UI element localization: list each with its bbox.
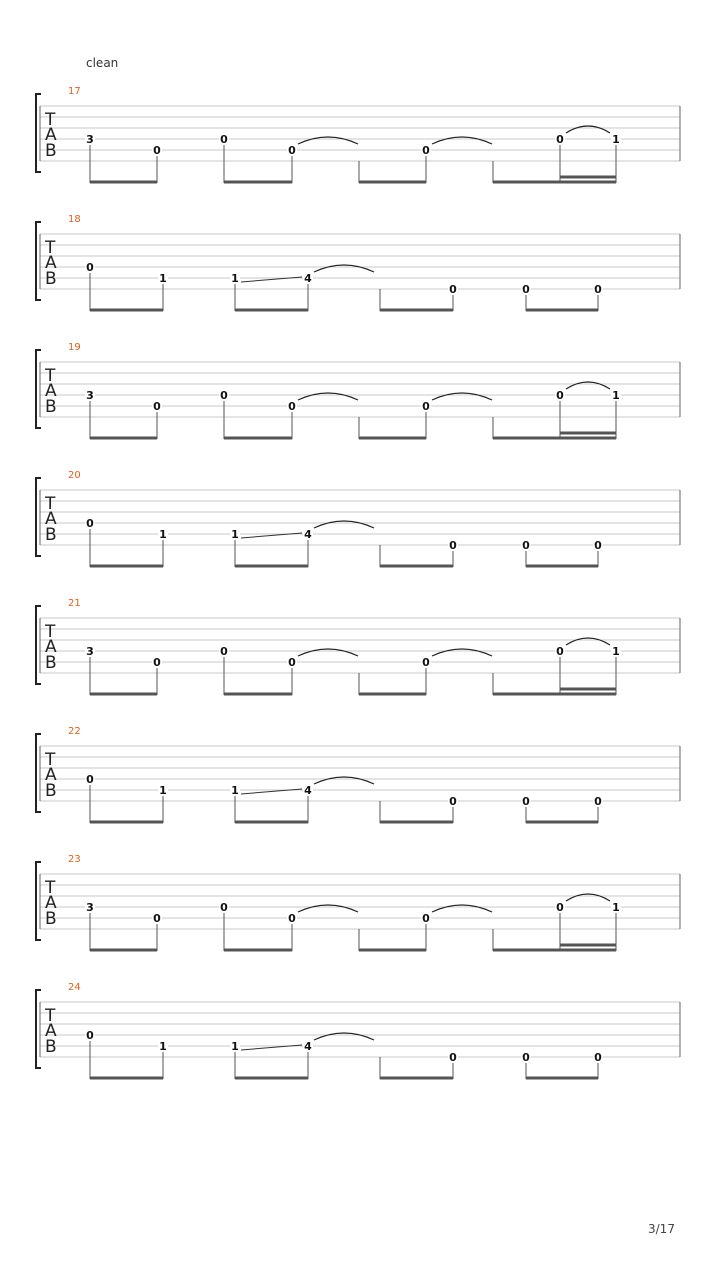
tab-system-20	[36, 470, 680, 567]
fret-number: 1	[159, 528, 167, 541]
tab-system-19	[36, 342, 680, 439]
measure-number: 24	[68, 982, 81, 993]
tab-clef-letter: B	[45, 141, 57, 161]
tie-arc	[314, 777, 374, 784]
fret-number: 0	[86, 517, 94, 530]
fret-number: 0	[556, 389, 564, 402]
tie-arc	[566, 638, 610, 645]
fret-number: 0	[153, 912, 161, 925]
tab-clef-letter: T	[45, 366, 56, 386]
fret-number: 4	[304, 1040, 312, 1053]
tab-clef-letter: T	[45, 110, 56, 130]
tab-clef-letter: A	[45, 381, 57, 401]
tab-clef-letter: A	[45, 893, 57, 913]
fret-number: 0	[449, 1051, 457, 1064]
tab-clef-letter: B	[45, 525, 57, 545]
tab-clef-letter: B	[45, 909, 57, 929]
fret-number: 3	[86, 645, 94, 658]
measure-number: 23	[68, 854, 81, 865]
measure-number: 19	[68, 342, 81, 353]
fret-number: 1	[231, 1040, 239, 1053]
fret-number: 3	[86, 389, 94, 402]
tab-system-21	[36, 598, 680, 695]
fret-number: 0	[594, 283, 602, 296]
tie-arc	[432, 649, 492, 656]
fret-number: 0	[220, 901, 228, 914]
fret-number: 4	[304, 784, 312, 797]
fret-number: 0	[449, 795, 457, 808]
fret-number: 1	[612, 389, 620, 402]
fret-number: 0	[220, 645, 228, 658]
fret-number: 0	[220, 133, 228, 146]
fret-number: 0	[422, 400, 430, 413]
technique-annotation: clean	[86, 56, 119, 70]
fret-number: 0	[522, 283, 530, 296]
fret-number: 4	[304, 528, 312, 541]
tab-system-24	[36, 982, 680, 1079]
tab-clef-letter: T	[45, 750, 56, 770]
tie-arc	[566, 382, 610, 389]
tab-clef-letter: T	[45, 494, 56, 514]
measure-number: 18	[68, 214, 81, 225]
tie-arc	[314, 1033, 374, 1040]
measure-number: 21	[68, 598, 81, 609]
tab-clef-letter: B	[45, 781, 57, 801]
tab-clef-letter: A	[45, 125, 57, 145]
fret-number: 0	[594, 1051, 602, 1064]
fret-number: 4	[304, 272, 312, 285]
fret-number: 0	[220, 389, 228, 402]
fret-number: 1	[231, 272, 239, 285]
fret-number: 0	[522, 1051, 530, 1064]
tab-clef-letter: B	[45, 269, 57, 289]
tab-clef-letter: A	[45, 765, 57, 785]
fret-number: 0	[422, 656, 430, 669]
fret-number: 1	[159, 784, 167, 797]
tab-clef-letter: T	[45, 622, 56, 642]
fret-number: 1	[159, 272, 167, 285]
fret-number: 3	[86, 901, 94, 914]
tie-arc	[298, 137, 358, 144]
measure-number: 20	[68, 470, 81, 481]
fret-number: 0	[556, 645, 564, 658]
fret-number: 1	[231, 784, 239, 797]
fret-number: 0	[522, 539, 530, 552]
tab-clef-letter: A	[45, 509, 57, 529]
tie-arc	[298, 649, 358, 656]
fret-number: 0	[556, 133, 564, 146]
fret-number: 1	[159, 1040, 167, 1053]
tab-clef-letter: T	[45, 238, 56, 258]
fret-number: 0	[288, 144, 296, 157]
fret-number: 0	[449, 539, 457, 552]
fret-number: 0	[153, 656, 161, 669]
fret-number: 0	[522, 795, 530, 808]
tie-arc	[566, 894, 610, 901]
tie-arc	[432, 905, 492, 912]
fret-number: 0	[449, 283, 457, 296]
tab-system-18	[36, 214, 680, 311]
fret-number: 0	[288, 656, 296, 669]
fret-number: 3	[86, 133, 94, 146]
tab-clef-letter: A	[45, 253, 57, 273]
tab-clef-letter: B	[45, 397, 57, 417]
tab-clef-letter: T	[45, 878, 56, 898]
tab-clef-letter: T	[45, 1006, 56, 1026]
tie-arc	[432, 137, 492, 144]
tab-system-23	[36, 854, 680, 951]
tab-system-22	[36, 726, 680, 823]
fret-number: 0	[288, 912, 296, 925]
fret-number: 0	[594, 539, 602, 552]
fret-number: 0	[422, 912, 430, 925]
tie-arc	[314, 521, 374, 528]
tie-arc	[298, 905, 358, 912]
measure-number: 22	[68, 726, 81, 737]
measure-number: 17	[68, 86, 81, 97]
fret-number: 1	[612, 645, 620, 658]
fret-number: 1	[612, 901, 620, 914]
tab-clef-letter: B	[45, 1037, 57, 1057]
tab-clef-letter: A	[45, 637, 57, 657]
fret-number: 1	[612, 133, 620, 146]
fret-number: 0	[288, 400, 296, 413]
fret-number: 1	[231, 528, 239, 541]
fret-number: 0	[153, 144, 161, 157]
fret-number: 0	[153, 400, 161, 413]
fret-number: 0	[86, 261, 94, 274]
fret-number: 0	[86, 1029, 94, 1042]
tab-clef-letter: A	[45, 1021, 57, 1041]
tie-arc	[566, 126, 610, 133]
page-number: 3/17	[648, 1222, 675, 1236]
fret-number: 0	[594, 795, 602, 808]
fret-number: 0	[422, 144, 430, 157]
fret-number: 0	[86, 773, 94, 786]
tie-arc	[298, 393, 358, 400]
fret-number: 0	[556, 901, 564, 914]
tab-clef-letter: B	[45, 653, 57, 673]
tab-system-17	[36, 86, 680, 183]
tie-arc	[314, 265, 374, 272]
tie-arc	[432, 393, 492, 400]
